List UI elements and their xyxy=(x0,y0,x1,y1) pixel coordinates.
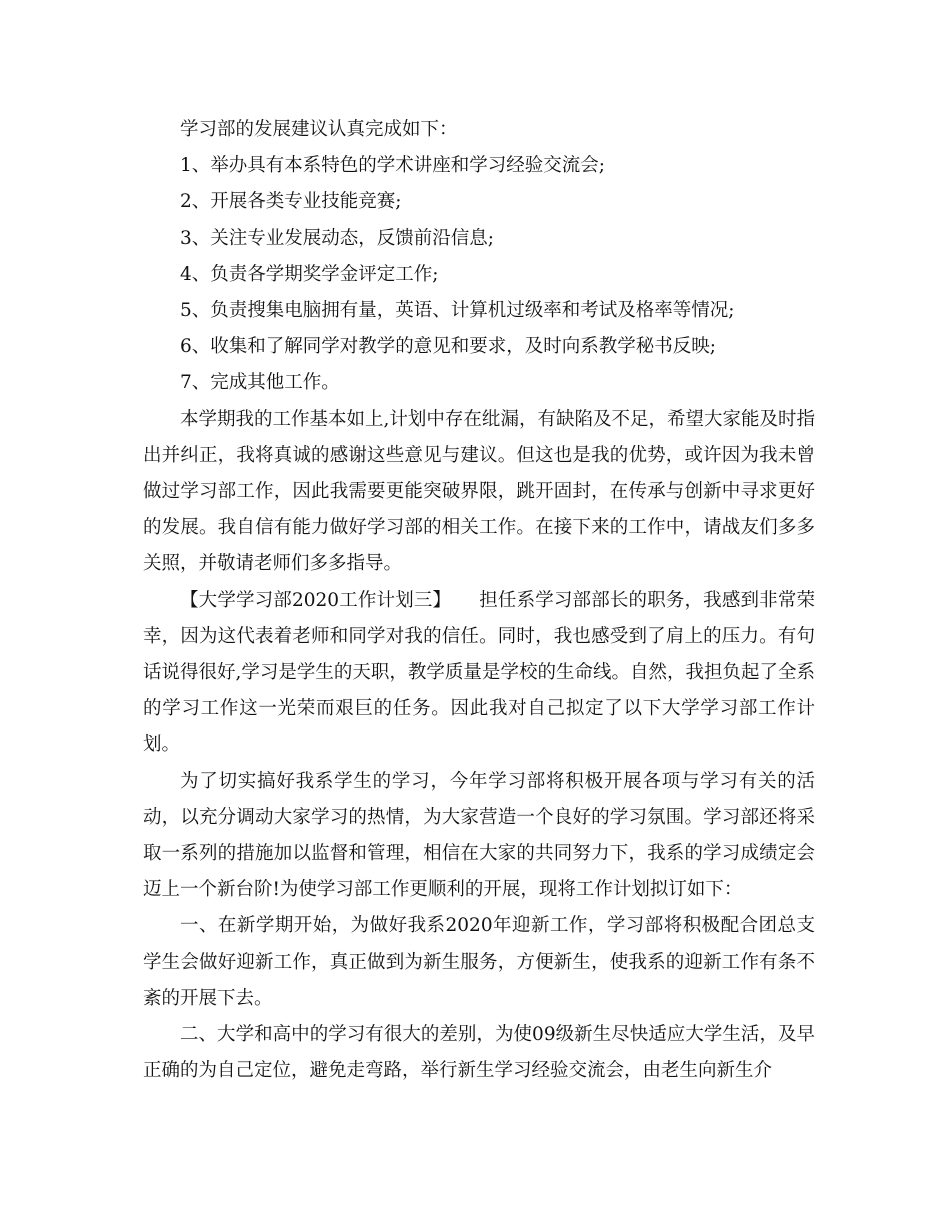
list-item-2: 2、开展各类专业技能竞赛; xyxy=(180,191,402,213)
paragraph-plan-three: 【大学学习部2020工作计划三】 担任系学习部部长的职务，我感到非常荣幸，因为这代表着老师和同学对我的信任。同时，我也感受到了肩上的压力。有句话说得很好,学习是学生的天职，教学质量是学校的生命线。自然，我担负起了全系的学习工作这一光荣而艰巨的任务。因此我对自己拟定了以下大学学习部工作计划。 xyxy=(143,589,815,756)
document-body xyxy=(143,112,815,1089)
paragraph-summary: 本学期我的工作基本如上,计划中存在纰漏，有缺陷及不足，希望大家能及时指出并纠正，我将真诚的感谢这些意见与建议。但这也是我的优势，或许因为我未曾做过学习部工作，因此我需要更能突破界限，跳开固封，在传承与创新中寻求更好的发展。我自信有能力做好学习部的相关工作。在接下来的工作中，请战友们多多关照，并敬请老师们多多指导。 xyxy=(143,408,815,575)
list-item-5: 5、负责搜集电脑拥有量，英语、计算机过级率和考试及格率等情况; xyxy=(180,300,735,322)
paragraph-section-one: 一、在新学期开始，为做好我系2020年迎新工作，学习部将积极配合团总支学生会做好迎新工作，真正做到为新生服务，方便新生，使我系的迎新工作有条不紊的开展下去。 xyxy=(143,915,815,1009)
list-item-6: 6、收集和了解同学对教学的意见和要求，及时向系教学秘书反映; xyxy=(180,336,717,358)
paragraph-section-two: 二、大学和高中的学习有很大的差别，为使09级新生尽快适应大学生活，及早正确的为自己定位，避免走弯路，举行新生学习经验交流会，由老生向新生介 xyxy=(143,1024,815,1082)
list-item-4: 4、负责各学期奖学金评定工作; xyxy=(180,263,439,285)
list-item-3: 3、关注专业发展动态，反馈前沿信息; xyxy=(180,227,495,249)
paragraph-intro: 学习部的发展建议认真完成如下： xyxy=(180,119,458,140)
list-item-1: 1、举办具有本系特色的学术讲座和学习经验交流会; xyxy=(180,155,606,177)
list-item-7: 7、完成其他工作。 xyxy=(180,372,340,394)
paragraph-goals: 为了切实搞好我系学生的学习，今年学习部将积极开展各项与学习有关的活动，以充分调动大家学习的热情，为大家营造一个良好的学习氛围。学习部还将采取一系列的措施加以监督和管理，相信在大家的共同努力下，我系的学习成绩定会迈上一个新台阶!为使学习部工作更顺利的开展，现将工作计划拟订如下： xyxy=(143,770,815,901)
